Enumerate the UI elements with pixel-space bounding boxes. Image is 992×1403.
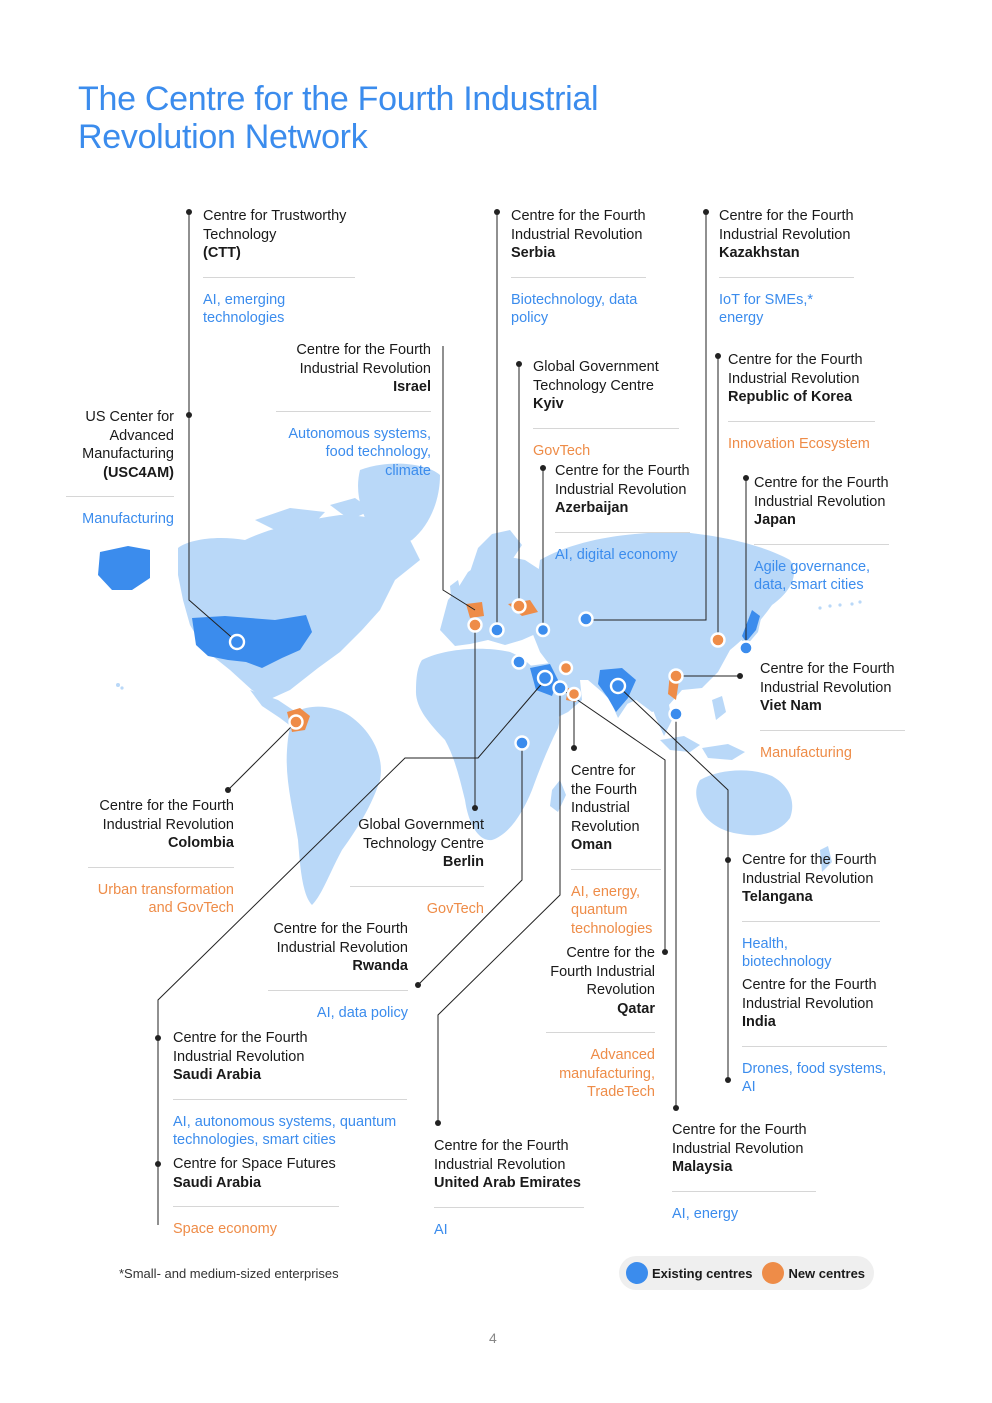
label-kyiv: Global Government Technology Centre Kyiv GovTech <box>533 358 679 460</box>
connector-dot <box>662 949 668 955</box>
label-korea: Centre for the Fourth Industrial Revolution Republic of Korea Innovation Ecosystem <box>728 351 875 453</box>
marker-saudi <box>538 671 552 685</box>
label-saudi-arabia: Centre for the Fourth Industrial Revolution Saudi Arabia AI, autonomous systems, quantum technologies, smart cities <box>173 1029 407 1150</box>
label-ctt: Centre for Trustworthy Technology (CTT) AI, emerging technologies <box>203 207 355 328</box>
connector-dot <box>155 1035 161 1041</box>
footnote: *Small- and medium-sized enterprises <box>119 1266 339 1281</box>
marker-space <box>560 662 572 674</box>
marker-berlin <box>469 619 482 632</box>
connector-dot <box>715 353 721 359</box>
marker-rwanda <box>516 737 529 750</box>
divider <box>672 1191 816 1192</box>
connector-dot <box>725 1077 731 1083</box>
label-serbia: Centre for the Fourth Industrial Revolution Serbia Biotechnology, data policy <box>511 208 646 326</box>
divider <box>173 1206 339 1207</box>
connector-dot <box>186 209 192 215</box>
label-usc4am: US Center for Advanced Manufacturing (USC4AM) Manufacturing <box>66 408 174 529</box>
divider <box>571 869 661 870</box>
divider <box>742 921 880 922</box>
divider <box>350 886 484 887</box>
label-israel: Centre for the Fourth Industrial Revolution Israel Autonomous systems, food technology, climate <box>276 341 431 480</box>
connector-dot <box>186 412 192 418</box>
divider <box>719 277 854 278</box>
existing-centres-swatch <box>626 1262 648 1284</box>
divider <box>728 421 875 422</box>
marker-vietnam <box>670 670 683 683</box>
divider <box>434 1207 584 1208</box>
divider <box>511 277 646 278</box>
marker-india <box>611 679 625 693</box>
marker-uae <box>554 682 567 695</box>
connector-dot <box>225 787 231 793</box>
connector-dot <box>540 465 546 471</box>
legend-existing: Existing centres <box>652 1265 753 1281</box>
legend <box>619 1256 874 1290</box>
page-title: The Centre for the Fourth Industrial Revolution Network <box>78 80 599 156</box>
label-qatar: Centre for the Fourth Industrial Revolution Qatar Advanced manufacturing, TradeTech <box>546 944 655 1102</box>
connector-dot <box>415 982 421 988</box>
label-azerbaijan: Centre for the Fourth Industrial Revolution Azerbaijan AI, digital economy <box>555 463 690 563</box>
legend-new: New centres <box>788 1265 866 1281</box>
divider <box>173 1099 407 1100</box>
label-kazakhstan: Centre for the Fourth Industrial Revolution Kazakhstan IoT for SMEs,* energy <box>719 208 854 326</box>
connector-dot <box>737 673 743 679</box>
label-rwanda: Centre for the Fourth Industrial Revolution Rwanda AI, data policy <box>268 920 408 1022</box>
marker-kyiv <box>513 600 526 613</box>
divider <box>754 544 889 545</box>
divider <box>760 730 905 731</box>
label-india: Centre for the Fourth Industrial Revolution India Drones, food systems, AI <box>742 977 887 1095</box>
divider <box>88 867 234 868</box>
divider <box>66 496 174 497</box>
country-alaska <box>98 546 150 590</box>
marker-azerbaijan <box>537 624 549 636</box>
connector-dot <box>472 805 478 811</box>
marker-korea <box>712 634 725 647</box>
divider <box>742 1046 887 1047</box>
label-space-futures: Centre for Space Futures Saudi Arabia Space economy <box>173 1155 339 1239</box>
label-oman: Centre for the Fourth Industrial Revolution Oman AI, energy, quantum technologies <box>571 762 661 938</box>
label-colombia: Centre for the Fourth Industrial Revolution Colombia Urban transformation and GovTech <box>88 797 234 918</box>
divider <box>533 428 679 429</box>
divider <box>546 1032 655 1033</box>
connector-dot <box>725 857 731 863</box>
marker-colombia <box>290 716 303 729</box>
label-berlin: Global Government Technology Centre Berlin GovTech <box>350 816 484 918</box>
page-number: 4 <box>489 1330 497 1346</box>
connector-dot <box>703 209 709 215</box>
connector-dot <box>571 745 577 751</box>
connector-dot <box>743 475 749 481</box>
marker-usc4am <box>230 635 244 649</box>
connector-dot <box>435 1120 441 1126</box>
label-telangana: Centre for the Fourth Industrial Revolution Telangana Health, biotechnology <box>742 851 880 972</box>
divider <box>276 411 431 412</box>
marker-israel <box>513 656 526 669</box>
connector-dot <box>494 209 500 215</box>
connector-dot <box>673 1105 679 1111</box>
marker-oman <box>568 688 580 700</box>
marker-serbia <box>491 624 504 637</box>
connector-dot <box>516 361 522 367</box>
label-japan: Centre for the Fourth Industrial Revolution Japan Agile governance, data, smart cities <box>754 475 889 593</box>
divider <box>203 277 355 278</box>
label-malaysia: Centre for the Fourth Industrial Revolution Malaysia AI, energy <box>672 1121 816 1223</box>
divider <box>268 990 408 991</box>
label-uae: Centre for the Fourth Industrial Revolution United Arab Emirates AI <box>434 1137 584 1239</box>
label-vietnam: Centre for the Fourth Industrial Revolution Viet Nam Manufacturing <box>760 660 905 762</box>
marker-japan <box>740 642 753 655</box>
marker-malaysia <box>670 708 683 721</box>
marker-kazakhstan <box>580 613 593 626</box>
connector-dot <box>155 1161 161 1167</box>
divider <box>555 532 690 533</box>
new-centres-swatch <box>762 1262 784 1284</box>
